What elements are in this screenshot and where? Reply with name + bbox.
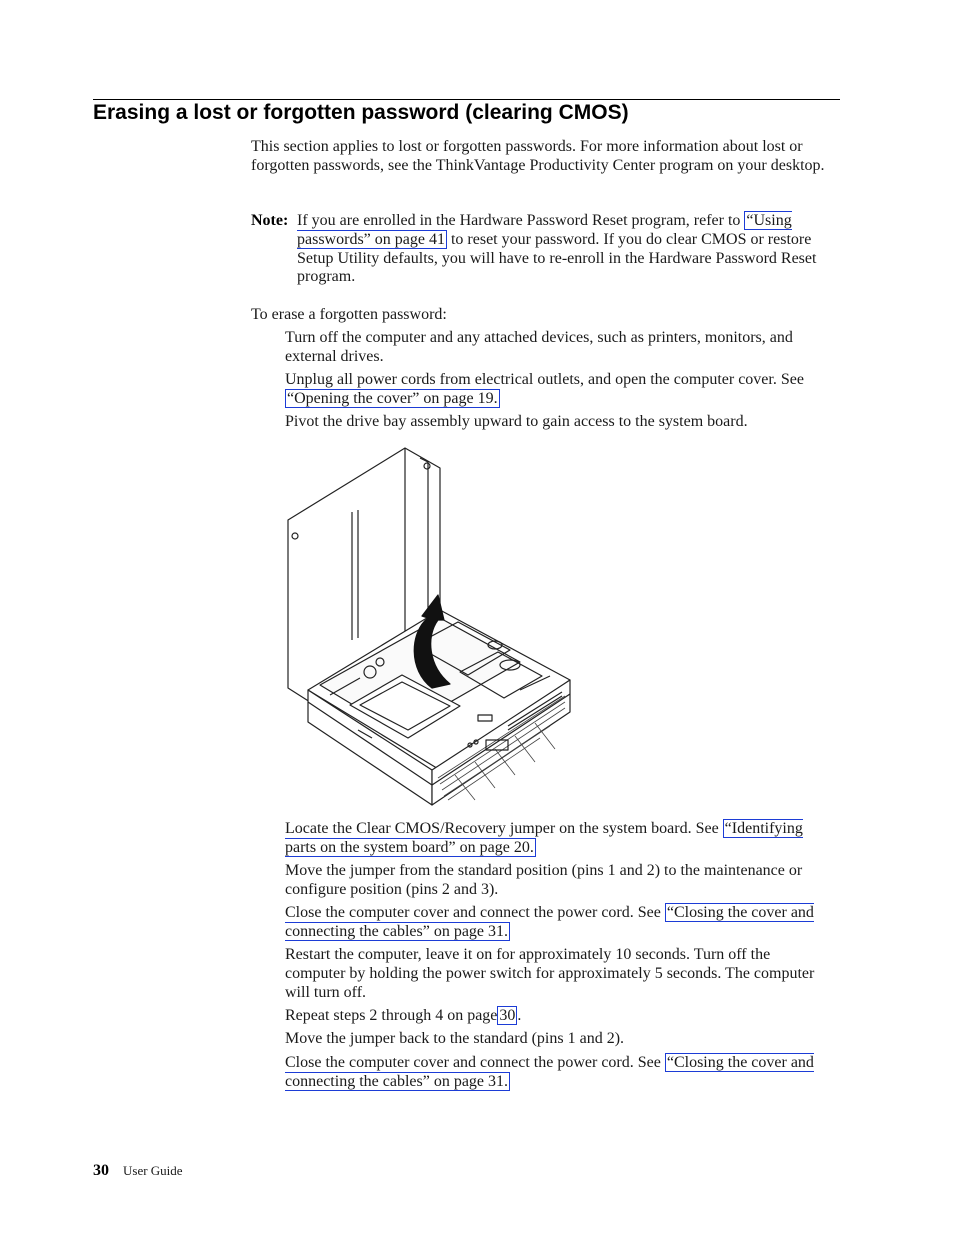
link-closing-cover-1[interactable]: “Closing the cover and connecting the cables” on page 31.	[285, 904, 814, 940]
link-using-passwords[interactable]: “Using passwords” on page 41	[297, 212, 792, 248]
step-3: Pivot the drive bay assembly upward to gain access to the system board.	[285, 413, 748, 430]
step-4	[285, 820, 830, 858]
link-page-30[interactable]: 30	[499, 1007, 516, 1024]
step-8-period: .	[517, 1007, 522, 1024]
link-closing-cover-2[interactable]: “Closing the cover and connecting the cables” on page 31.	[285, 1054, 814, 1090]
step-2-text: Unplug all power cords from electrical outlets, and open the computer cover. See	[285, 371, 804, 388]
note-text-before: If you are enrolled in the Hardware Password Reset program, refer to	[297, 212, 741, 229]
step-8-text: Repeat steps 2 through 4 on page	[285, 1007, 498, 1024]
step-4-text: Locate the Clear CMOS/Recovery jumper on the system board. See	[285, 820, 719, 837]
note-text-after: to reset your password. If you do clear CMOS or restore Setup Utility defaults, you will have to re-enroll in the Hardware Password Reset program.	[297, 230, 817, 286]
page-number: 30	[93, 1162, 109, 1179]
step-9: Move the jumper back to the standard (pins 1 and 2).	[285, 1030, 625, 1047]
step-2	[285, 371, 840, 409]
step-6	[285, 904, 845, 942]
link-identifying-parts[interactable]: “Identifying parts on the system board” on page 20.	[285, 820, 803, 856]
heading-rule	[93, 99, 840, 100]
lead-in: To erase a forgotten password:	[251, 306, 447, 323]
footer-doc-title: User Guide	[123, 1163, 183, 1178]
page-footer	[93, 1162, 183, 1180]
intro-paragraph: This section applies to lost or forgotten passwords. For more information about lost or forgotten passwords, see the ThinkVantage Productivity Center program on your desktop.	[251, 138, 825, 174]
step-10	[285, 1054, 845, 1092]
step-7: Restart the computer, leave it on for approximately 10 seconds. Turn off the computer by holding the power switch for approximately 5 seconds. The computer will turn off.	[285, 946, 815, 1001]
step-1: Turn off the computer and any attached devices, such as printers, monitors, and external drives.	[285, 329, 793, 365]
link-opening-cover[interactable]: “Opening the cover” on page 19.	[287, 389, 498, 407]
step-10-text: Close the computer cover and connect the power cord. See	[285, 1054, 661, 1071]
note-body	[297, 212, 837, 287]
step-5: Move the jumper from the standard position (pins 1 and 2) to the maintenance or configure position (pins 2 and 3).	[285, 862, 803, 898]
page-title: Erasing a lost or forgotten password (clearing CMOS)	[93, 101, 629, 124]
step-6-text: Close the computer cover and connect the power cord. See	[285, 904, 661, 921]
drive-bay-pivot-illustration	[280, 440, 580, 810]
note-label: Note:	[251, 212, 289, 229]
step-8	[285, 1007, 845, 1026]
